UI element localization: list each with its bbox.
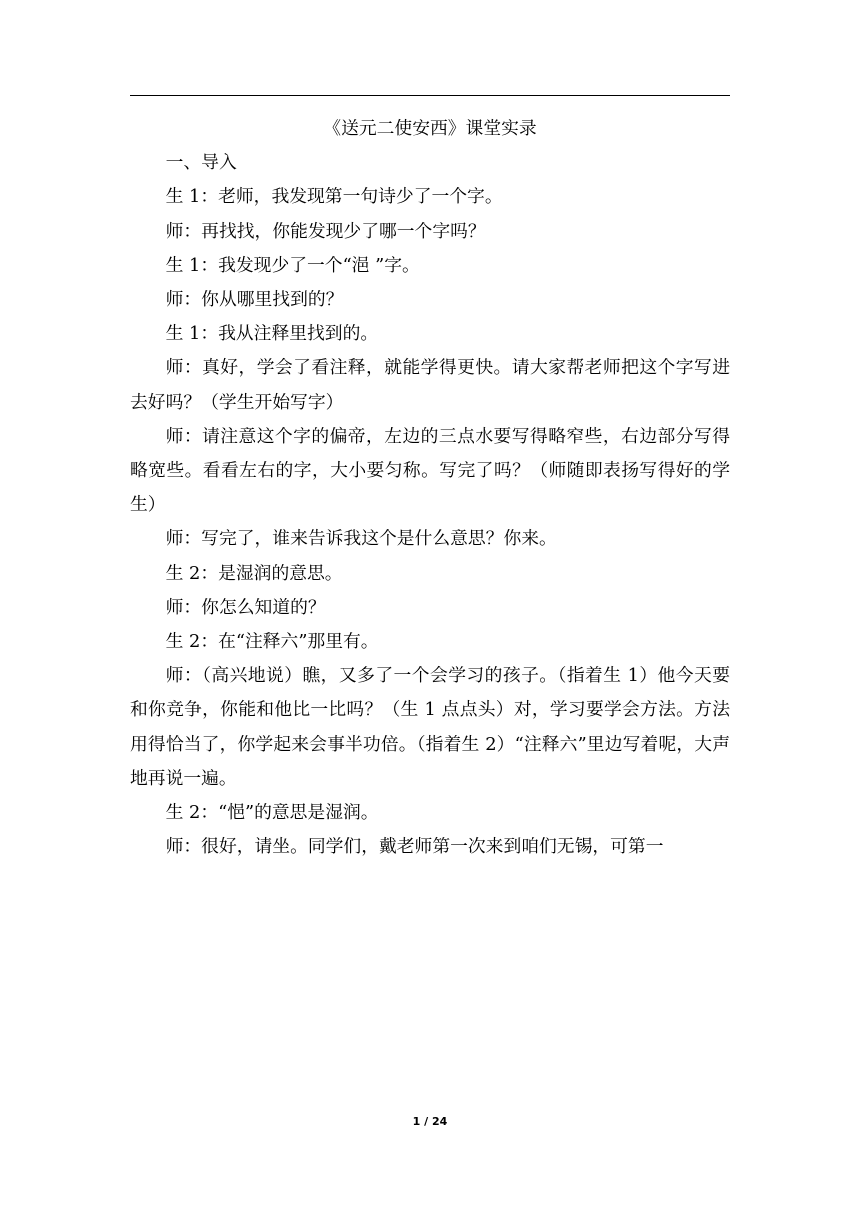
paragraph: 师：再找找，你能发现少了哪一个字吗？ — [165, 220, 486, 242]
paragraph: 生 2：“悒”的意思是湿润。 — [165, 802, 379, 824]
paragraph: 师：（高兴地说）瞧，又多了一个会学习的孩子。（指着生 1）他今天要和你竞争，你能和他比一比吗？（生 1 点点头）对，学习要学会方法。方法用得恰当了，你学起来会事半功倍。（指着生 2）“注释六”里边写着呢，大声地再说一遍。 — [130, 665, 730, 789]
document-body — [130, 112, 730, 864]
page-number: 1 / 24 — [412, 1115, 448, 1128]
paragraph: 师：真好，学会了看注释，就能学得更快。请大家帮老师把这个字写进去好吗？（学生开始写字） — [130, 357, 730, 413]
document-title: 《送元二使安西》课堂实录 — [323, 118, 537, 139]
paragraph: 师：写完了，谁来告诉我这个是什么意思？你来。 — [165, 528, 557, 550]
paragraph-section-heading: 一、导入 — [165, 152, 237, 174]
header-rule — [130, 95, 730, 96]
paragraph: 生 2：是湿润的意思。 — [165, 562, 343, 584]
paragraph: 师：你怎么知道的？ — [165, 596, 326, 618]
paragraph: 生 2：在“注释六”那里有。 — [165, 631, 379, 653]
paragraph: 生 1：我发现少了一个“浥 ”字。 — [165, 254, 420, 276]
paragraph: 师：请注意这个字的偏帝，左边的三点水要写得略窄些，右边部分写得略宽些。看看左右的字，大小要匀称。写完了吗？（师随即表扬写得好的学生） — [130, 425, 730, 516]
paragraph: 生 1：老师，我发现第一句诗少了一个字。 — [165, 186, 503, 208]
paragraph: 生 1：我从注释里找到的。 — [165, 323, 379, 345]
paragraph: 师：你从哪里找到的？ — [165, 289, 344, 311]
paragraph: 师：很好，请坐。同学们，戴老师第一次来到咱们无锡，可第一 — [165, 836, 664, 858]
